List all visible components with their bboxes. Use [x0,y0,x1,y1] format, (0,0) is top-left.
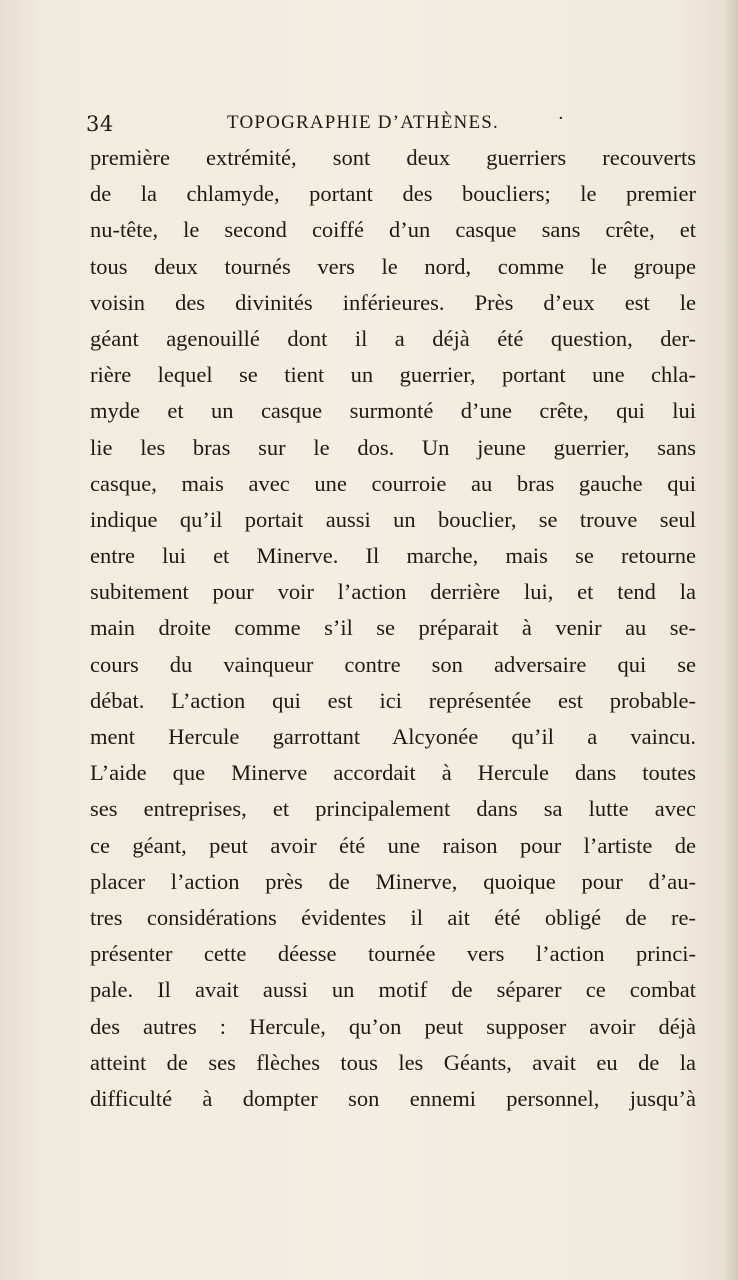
text-line: ce géant, peut avoir été une raison pour l’artiste de [90,832,696,858]
text-line: ment Hercule garrottant Alcyonée qu’il a vaincu. [90,724,696,749]
text-line: L’aide que Minerve accordait à Hercule dans toutes [90,760,696,786]
page-header [86,108,646,142]
text-line: pale. Il avait aussi un motif de séparer ce combat [90,977,696,1003]
text-line: placer l’action près de Minerve, quoique pour d’au- [90,868,696,894]
text-line: présenter cette déesse tournée vers l’action princi- [90,941,696,967]
text-line: débat. L’action qui est ici représentée est probable- [90,687,696,713]
text-line: myde et un casque surmonté d’une crête, qui lui [90,398,696,424]
text-line: cours du vainqueur contre son adversaire qui se [90,651,696,677]
text-line: lie les bras sur le dos. Un jeune guerrier, sans [90,434,696,460]
header-mark: · [558,108,564,129]
text-line: main droite comme s’il se préparait à venir au se- [90,615,696,641]
text-line: première extrémité, sont deux guerriers recouverts [90,145,696,170]
text-line: des autres : Hercule, qu’on peut supposer avoir déjà [90,1013,696,1039]
text-line: voisin des divinités inférieures. Près d’eux est le [90,289,696,315]
text-line: tous deux tournés vers le nord, comme le groupe [90,253,696,279]
text-line: indique qu’il portait aussi un bouclier, se trouve seul [90,506,696,532]
page-number: 34 [86,112,114,136]
text-line: difficulté à dompter son ennemi personnel, jusqu’à [90,1085,696,1111]
text-line: tres considérations évidentes il ait été obligé de re- [90,904,696,930]
text-line: entre lui et Minerve. Il marche, mais se retourne [90,543,696,569]
page-edge-shadow [724,0,738,1280]
text-line: géant agenouillé dont il a déjà été question, der- [90,325,696,351]
text-line: nu-tête, le second coiffé d’un casque sans crête, et [90,217,696,243]
body-text [90,140,696,1117]
text-line: rière lequel se tient un guerrier, portant une chla- [90,362,696,388]
text-line: de la chlamyde, portant des boucliers; le premier [90,181,696,207]
text-line: ses entreprises, et principalement dans sa lutte avec [90,796,696,822]
running-title: TOPOGRAPHIE D’ATHÈNES. [227,112,499,133]
text-line: casque, mais avec une courroie au bras gauche qui [90,470,696,496]
text-line: subitement pour voir l’action derrière lui, et tend la [90,579,696,605]
text-line: atteint de ses flèches tous les Géants, avait eu de la [90,1049,696,1075]
